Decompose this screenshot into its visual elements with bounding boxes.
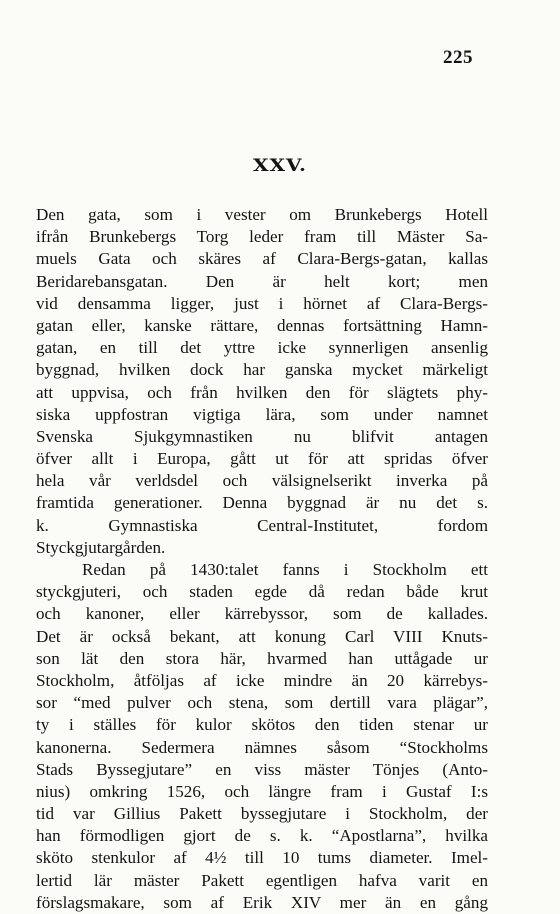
text-line: hela vår verldsdel och välsignelserikt inverka på: [36, 471, 488, 491]
text-line: siska uppfostran vigtiga lära, som under namnet: [36, 404, 488, 424]
text-line: sköto stenkulor af 4½ till 10 tums diameter. Imel-: [36, 848, 488, 868]
text-line: vid densamma ligger, just i hörnet af Clara-Bergs-: [36, 293, 488, 313]
text-line: Den gata, som i vester om Brunkebergs Hotell: [36, 205, 488, 224]
text-line: och kanoner, eller kärrebyssor, som de kallades.: [36, 604, 488, 624]
text-line: k. Gymnastiska Central-Institutet, fordom: [36, 515, 488, 535]
chapter-heading: XXV.: [252, 154, 308, 176]
text-line: Stockholm, åtföljas af icke mindre än 20 kärrebys-: [36, 670, 488, 690]
text-line: framtida generationer. Denna byggnad är nu det s.: [36, 493, 488, 513]
body-text: [36, 204, 488, 914]
text-line: ty i ställes för kulor skötos den tiden stenar ur: [36, 715, 488, 735]
text-line: Stads Byssegjutare” en viss mäster Tönjes (Anto-: [36, 759, 488, 779]
text-line: Beridarebansgatan. Den är helt kort; men: [36, 271, 488, 291]
text-line: muels Gata och skäres af Clara-Bergs-gatan, kallas: [36, 249, 488, 269]
text-line: son lät den stora här, hvarmed han uttågade ur: [36, 648, 488, 668]
text-line: byggnad, hvilken dock har ganska mycket märkeligt: [36, 360, 488, 380]
text-line: öfver allt i Europa, gått ut för att spridas öfver: [36, 449, 488, 469]
text-line: lertid lär mäster Pakett egentligen hafva varit en: [36, 870, 488, 890]
text-line: gatan, en till det yttre icke synnerligen ansenlig: [36, 338, 488, 358]
text-line: ifrån Brunkebergs Torg leder fram till Mäster Sa-: [36, 227, 488, 247]
text-line: styckgjuteri, och staden egde då redan både krut: [36, 582, 488, 602]
text-line: Svenska Sjukgymnastiken nu blifvit antagen: [36, 426, 488, 446]
text-line: sor “med pulver och stena, som dertill vara plägar”,: [36, 693, 488, 713]
text-line: Redan på 1430:talet fanns i Stockholm ett: [82, 560, 488, 579]
text-line: tid var Gillius Pakett byssegjutare i Stockholm, der: [36, 804, 488, 824]
text-line: förslagsmakare, som af Erik XIV mer än en gång: [36, 892, 488, 912]
text-line: han förmodligen gjort de s. k. “Apostlarna”, hvilka: [36, 826, 488, 846]
text-line: nius) omkring 1526, och längre fram i Gustaf I:s: [36, 781, 488, 801]
text-line: Det är också bekant, att konung Carl VIII Knuts-: [36, 626, 488, 646]
page-number: 225: [443, 47, 473, 68]
text-line: gatan eller, kanske rättare, dennas fortsättning Hamn-: [36, 315, 488, 335]
text-line: att uppvisa, och från hvilken den för slägtets phy-: [36, 382, 488, 402]
text-line: kanonerna. Sedermera nämnes såsom “Stockholms: [36, 737, 488, 757]
text-line: Styckgjutargården.: [36, 537, 166, 557]
